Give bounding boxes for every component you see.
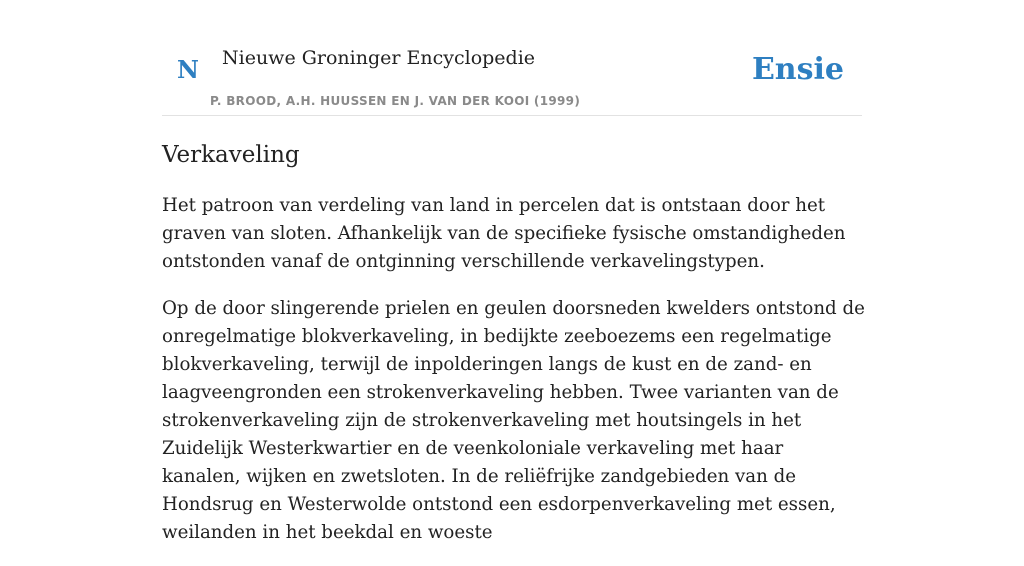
entry-title: Verkaveling bbox=[162, 142, 300, 168]
source-header bbox=[162, 0, 862, 116]
entry-paragraph: Het patroon van verdeling van land in percelen dat is ontstaan door het graven van sloten. Afhankelijk van de specifieke fysische omstandigheden ontstonden vanaf de ontginning verschillende verkavelingstypen. bbox=[162, 195, 846, 272]
source-title[interactable]: Nieuwe Groninger Encyclopedie bbox=[222, 47, 536, 69]
page-container bbox=[162, 0, 865, 543]
source-authors: P. BROOD, A.H. HUUSSEN EN J. VAN DER KOOI (1999) bbox=[210, 94, 581, 108]
entry-paragraph: Op de door slingerende prielen en geulen doorsneden kwelders ontstond de onregelmatige blokverkaveling, in bedijkte zeeboezems een regelmatige blokverkaveling, terwijl de inpolderingen langs de kust en de zand- en laagveengronden een strokenverkaveling hebben. Twee varianten van de strokenverkaveling zijn de strokenverkaveling met houtsingels in het Zuidelijk Westerkwartier en de veenkoloniale verkaveling met haar kanalen, wijken en zwetsloten. In de reliëfrijke zandgebieden van de Hondsrug en Westerwolde ontstond een esdorpenverkaveling met essen, weilanden in het beekdal en woeste bbox=[162, 298, 865, 543]
entry-body bbox=[162, 192, 867, 566]
ensie-logo[interactable]: Ensie bbox=[751, 52, 844, 87]
source-logo[interactable]: N bbox=[177, 55, 199, 84]
